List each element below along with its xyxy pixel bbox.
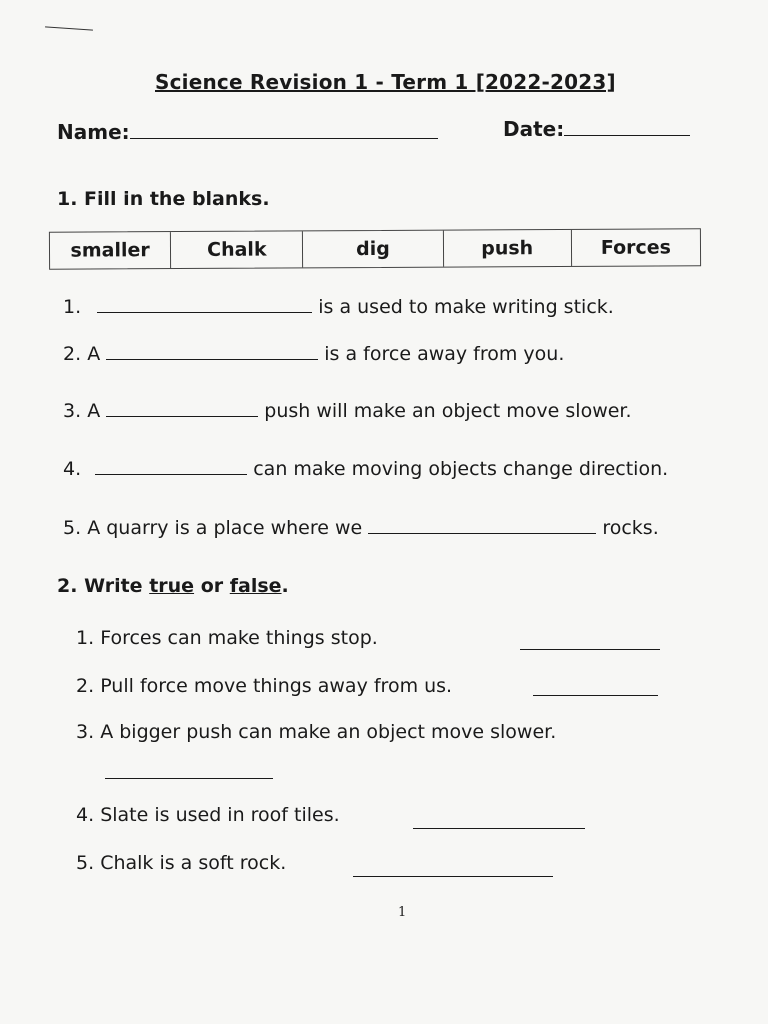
tf-question: 2. Pull force move things away from us. [76, 675, 453, 697]
section1-title: 1. Fill in the blanks. [57, 188, 270, 210]
page-number: 1 [398, 905, 407, 920]
word-bank [49, 228, 701, 269]
answer-blank[interactable] [368, 515, 596, 534]
fill-question: 2. A is a force away from you. [63, 343, 565, 365]
tf-question: 1. Forces can make things stop. [76, 627, 378, 649]
date-row [503, 117, 690, 141]
tf-answer-blank[interactable] [533, 677, 658, 696]
word-bank-item: Chalk [171, 231, 303, 268]
answer-blank[interactable] [106, 398, 258, 417]
fill-question: 1. is a used to make writing stick. [63, 296, 614, 318]
name-blank[interactable] [130, 120, 438, 139]
section2-title: 2. Write true or false. [57, 575, 289, 597]
tf-question: 4. Slate is used in roof tiles. [76, 804, 340, 826]
tf-answer-blank[interactable] [105, 760, 273, 779]
tf-question: 5. Chalk is a soft rock. [76, 852, 287, 874]
answer-blank[interactable] [97, 294, 312, 313]
date-blank[interactable] [564, 117, 690, 136]
tf-answer-blank[interactable] [413, 810, 585, 829]
stray-pen-mark [45, 26, 93, 30]
tf-answer-blank[interactable] [353, 858, 553, 877]
tf-question: 3. A bigger push can make an object move slower. [76, 721, 557, 743]
word-bank-item: smaller [50, 232, 171, 269]
fill-question: 3. A push will make an object move slower. [63, 400, 632, 422]
name-label: Name: [57, 120, 130, 144]
answer-blank[interactable] [95, 456, 247, 475]
answer-blank[interactable] [106, 341, 318, 360]
fill-question: 5. A quarry is a place where we rocks. [63, 517, 659, 539]
word-bank-item: Forces [600, 236, 671, 259]
page-title: Science Revision 1 - Term 1 [2022-2023] [155, 70, 616, 94]
word-bank-item: dig [303, 231, 443, 268]
date-label: Date: [503, 117, 565, 141]
word-bank-item: push [443, 230, 571, 267]
tf-answer-blank[interactable] [520, 631, 660, 650]
fill-question: 4. can make moving objects change direction. [63, 458, 669, 480]
name-row [57, 120, 438, 144]
